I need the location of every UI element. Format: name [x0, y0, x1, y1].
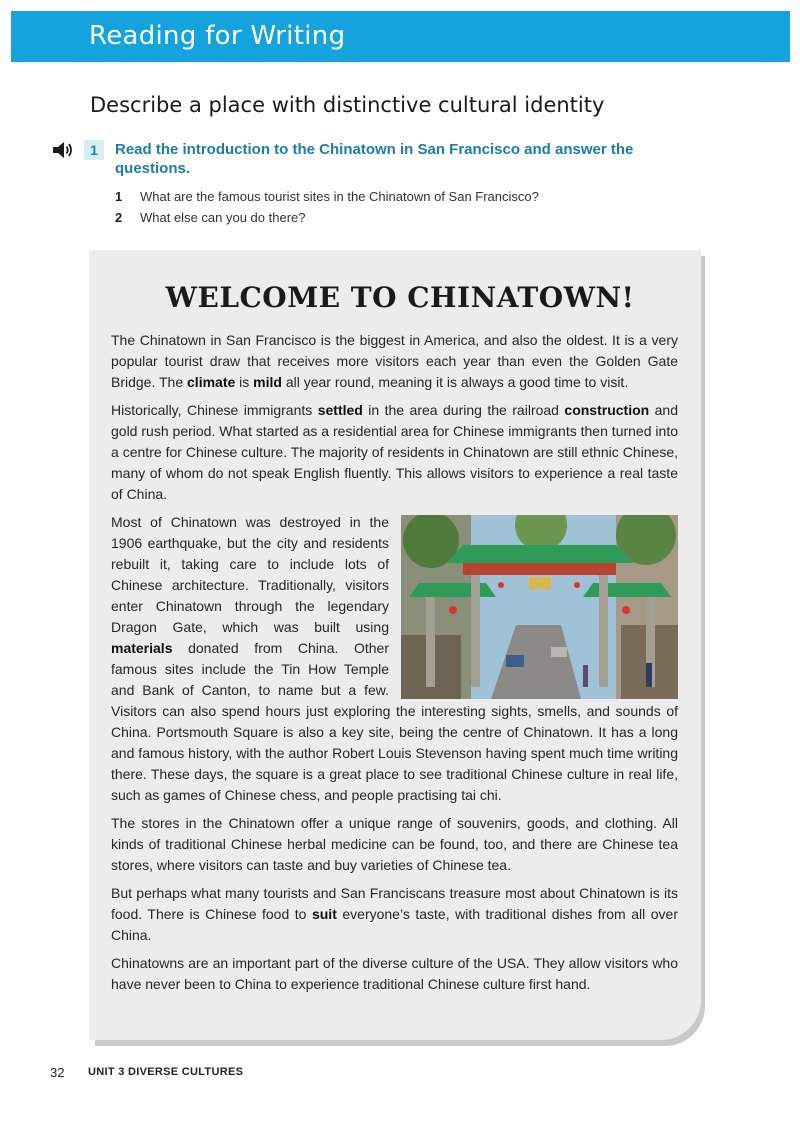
- article-paragraph: But perhaps what many tourists and San Franciscans treasure most about Chinatown is its food. There is Chinese food to suit everyone’s taste, with traditional dishes from all over China.: [111, 885, 678, 943]
- article-body: [111, 330, 678, 1002]
- question-list: [115, 188, 715, 230]
- article-title: WELCOME TO CHINATOWN!: [165, 281, 635, 314]
- keyword: settled: [317, 402, 363, 418]
- keyword: climate: [187, 374, 236, 390]
- article-paragraph: Chinatowns are an important part of the diverse culture of the USA. They allow visitors who have never been to China to experience traditional Chinese culture first hand.: [111, 955, 678, 992]
- keyword: materials: [111, 640, 173, 656]
- header-bar: [11, 11, 790, 62]
- question-text: What else can you do there?: [140, 210, 306, 225]
- article-paragraph: The stores in the Chinatown offer a unique range of souvenirs, goods, and clothing. All kinds of traditional Chinese herbal medicine can be found, too, and there are Chinese tea stores, where visitors can taste and buy varieties of Chinese tea.: [111, 815, 678, 873]
- question-number: 2: [115, 210, 123, 225]
- keyword: mild: [253, 374, 282, 390]
- article-paragraph: Most of Chinatown was destroyed in the 1906 earthquake, but the city and residents rebuilt it, taking care to include lots of Chinese architecture. Traditionally, visitors enter Chinatown through the legendary Dragon Gate, which was built using materials donated from China. Other famous sites include the Tin How Temple and Bank of Canton, to name but a few. Visitors can also spend hours just exploring the interesting sights, smells, and sounds of China. Portsmouth Square is also a key site, being the centre of Chinatown. It has a long and famous history, with the author Robert Louis Stevenson having spent much time writing there. These days, the square is a great place to see traditional Chinese culture in real life, such as games of Chinese chess, and people practising tai chi.: [111, 512, 678, 806]
- question-item: [115, 188, 715, 209]
- speaker-icon[interactable]: [52, 141, 74, 159]
- unit-label: UNIT 3 DIVERSE CULTURES: [88, 1066, 244, 1078]
- article-paragraph: Historically, Chinese immigrants settled in the area during the railroad construction and gold rush period. What started as a residential area for Chinese immigrants then turned into a centre for Chinese culture. The majority of residents in Chinatown are still ethnic Chinese, many of whom do not speak English fluently. This allows visitors to experience a real taste of China.: [111, 402, 679, 502]
- keyword: suit: [311, 906, 337, 922]
- question-text: What are the famous tourist sites in the Chinatown of San Francisco?: [140, 189, 539, 204]
- keyword: construction: [564, 402, 650, 418]
- section-title: Describe a place with distinctive cultural identity: [90, 93, 605, 117]
- question-number: 1: [115, 189, 123, 204]
- task-instruction: Read the introduction to the Chinatown in San Francisco and answer the questions.: [115, 141, 634, 177]
- page-number: 32: [50, 1065, 65, 1080]
- question-item: [115, 209, 715, 230]
- task-number-badge: 1: [84, 140, 104, 160]
- article-paragraph: The Chinatown in San Francisco is the biggest in America, and also the oldest. It is a very popular tourist draw that receives more visitors each year than even the Golden Gate Bridge. The climate is mild all year round, meaning it is always a good time to visit.: [111, 332, 678, 390]
- dragon-gate-photo: [401, 515, 678, 699]
- header-title: Reading for Writing: [89, 21, 346, 51]
